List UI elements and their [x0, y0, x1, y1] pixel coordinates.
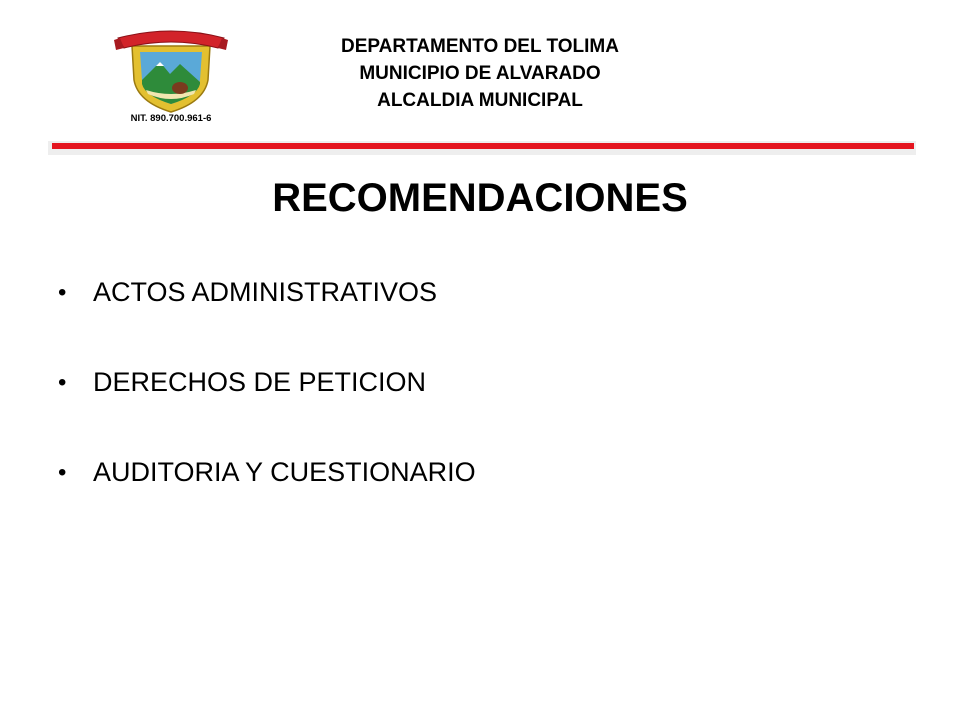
- header-text-block: [230, 33, 730, 114]
- nit-number: NIT. 890.700.961-6: [130, 113, 212, 124]
- header-department: DEPARTAMENTO DEL TOLIMA: [341, 36, 619, 57]
- list-item-text: DERECHOS DE PETICION: [93, 367, 427, 397]
- list-item: [58, 270, 476, 315]
- header-municipality: MUNICIPIO DE ALVARADO: [359, 63, 601, 84]
- recommendations-list: [58, 270, 476, 540]
- list-item-text: AUDITORIA Y CUESTIONARIO: [93, 457, 476, 487]
- header-office: ALCALDIA MUNICIPAL: [377, 90, 583, 111]
- list-item-text: ACTOS ADMINISTRATIVOS: [93, 277, 438, 307]
- list-item: [58, 450, 476, 495]
- bullet-icon: •: [58, 368, 67, 396]
- bullet-icon: •: [58, 278, 67, 306]
- red-divider-line: [52, 143, 914, 149]
- bullet-icon: •: [58, 458, 67, 486]
- list-item: [58, 360, 476, 405]
- slide-title: RECOMENDACIONES: [272, 176, 688, 220]
